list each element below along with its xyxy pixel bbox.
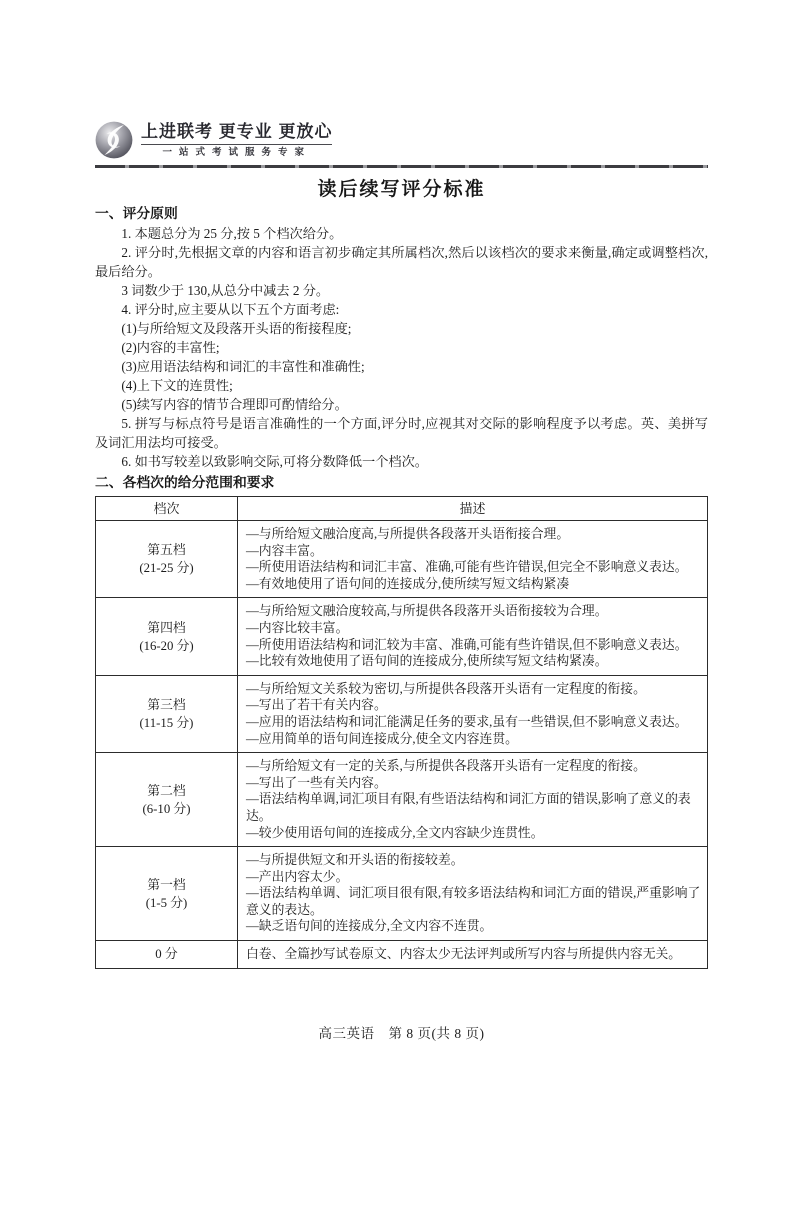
- description-line: —与所给短文关系较为密切,与所提供各段落开头语有一定程度的衔接。: [246, 681, 646, 696]
- table-row: [96, 521, 708, 598]
- description-line: —与所提供短文和开头语的衔接较差。: [246, 853, 464, 868]
- description-line: —较少使用语句间的连接成分,全文内容缺少连贯性。: [246, 825, 544, 840]
- brand-title: 上进联考 更专业 更放心: [141, 121, 333, 141]
- table-row: [96, 941, 708, 969]
- level-cell: [96, 847, 238, 941]
- principles-list: [95, 224, 708, 471]
- description-cell: [238, 675, 708, 752]
- principle-item: 4. 评分时,应主要从以下五个方面考虑:: [121, 302, 340, 317]
- description-line: —内容丰富。: [246, 543, 323, 558]
- table-header-row: [96, 497, 708, 521]
- description-cell: [238, 941, 708, 969]
- table-row: [96, 753, 708, 847]
- description-cell: [238, 753, 708, 847]
- description-line: —应用的语法结构和词汇能满足任务的要求,虽有一些错误,但不影响意义表达。: [246, 714, 688, 729]
- level-name: 0 分: [155, 947, 178, 962]
- grading-table: [95, 496, 708, 969]
- description-cell: [238, 847, 708, 941]
- level-cell: [96, 521, 238, 598]
- principle-item: (1)与所给短文及段落开头语的衔接程度;: [121, 321, 352, 336]
- description-line: —有效地使用了语句间的连接成分,使所续写短文结构紧凑: [246, 576, 570, 591]
- principle-item: 3 词数少于 130,从总分中减去 2 分。: [121, 283, 330, 298]
- description-line: —与所给短文融洽度高,与所提供各段落开头语衔接合理。: [246, 527, 570, 541]
- description-line: —语法结构单调、词汇项目很有限,有较多语法结构和词汇方面的错误,严重影响了意义的表达。: [246, 886, 701, 917]
- principle-item: (4)上下文的连贯性;: [121, 378, 233, 393]
- principle-item: (3)应用语法结构和词汇的丰富性和准确性;: [121, 359, 365, 374]
- header-divider: [95, 165, 708, 168]
- description-line: —写出了若干有关内容。: [246, 698, 387, 713]
- level-range: (11-15 分): [139, 715, 194, 730]
- level-cell: [96, 598, 238, 675]
- level-range: (21-25 分): [139, 561, 194, 576]
- description-line: —内容比较丰富。: [246, 620, 349, 635]
- section1-heading: 一、评分原则: [95, 206, 178, 221]
- table-row: [96, 675, 708, 752]
- page-title: 读后续写评分标准: [317, 179, 486, 200]
- column-header-description: 描述: [238, 497, 708, 521]
- principle-item: (5)续写内容的情节合理即可酌情给分。: [121, 397, 348, 412]
- description-line: —所使用语法结构和词汇较为丰富、准确,可能有些许错误,但不影响意义表达。: [246, 637, 688, 652]
- description-cell: [238, 598, 708, 675]
- principle-item: (2)内容的丰富性;: [121, 340, 220, 355]
- description-line: —语法结构单调,词汇项目有限,有些语法结构和词汇方面的错误,影响了意义的表达。: [246, 792, 691, 823]
- page-content: [95, 0, 708, 969]
- level-name: 第二档: [147, 783, 186, 798]
- level-name: 第五档: [147, 543, 186, 558]
- description-line: —所使用语法结构和词汇丰富、准确,可能有些许错误,但完全不影响意义表达。: [246, 560, 688, 575]
- table-row: [96, 847, 708, 941]
- description-cell: [238, 521, 708, 598]
- brand-slogan: 一站式考试服务专家: [141, 144, 332, 159]
- level-cell: [96, 753, 238, 847]
- description-line: —与所给短文有一定的关系,与所提供各段落开头语有一定程度的衔接。: [246, 759, 646, 774]
- level-name: 第一档: [147, 877, 186, 892]
- table-row: [96, 598, 708, 675]
- description-line: —产出内容太少。: [246, 869, 349, 884]
- description-line: 白卷、全篇抄写试卷原文、内容太少无法评判或所写内容与所提供内容无关。: [246, 947, 682, 962]
- description-line: —比较有效地使用了语句间的连接成分,使所续写短文结构紧凑。: [246, 654, 608, 669]
- description-line: —与所给短文融洽度较高,与所提供各段落开头语衔接较为合理。: [246, 604, 608, 619]
- level-cell: [96, 675, 238, 752]
- principle-item: 5. 拼写与标点符号是语言准确性的一个方面,评分时,应视其对交际的影响程度予以考虑。英、美拼写及词汇用法均可接受。: [95, 416, 708, 450]
- section2-heading: 二、各档次的给分范围和要求: [95, 475, 275, 490]
- level-range: (6-10 分): [142, 801, 191, 816]
- principle-item: 6. 如书写较差以致影响交际,可将分数降低一个档次。: [121, 454, 428, 469]
- level-cell: [96, 941, 238, 969]
- page-footer: 高三英语 第 8 页(共 8 页): [318, 1026, 485, 1041]
- description-line: —写出了一些有关内容。: [246, 775, 387, 790]
- level-range: (1-5 分): [145, 895, 188, 910]
- level-name: 第四档: [147, 620, 186, 635]
- principle-item: 1. 本题总分为 25 分,按 5 个档次给分。: [121, 226, 343, 241]
- brand-text-block: [141, 122, 332, 159]
- level-range: (16-20 分): [139, 638, 194, 653]
- exam-brand-header: [95, 118, 708, 162]
- description-line: —应用简单的语句间连接成分,使全文内容连贯。: [246, 731, 518, 746]
- level-name: 第三档: [147, 697, 186, 712]
- principle-item: 2. 评分时,先根据文章的内容和语言初步确定其所属档次,然后以该档次的要求来衡量,确定或调整档次,最后给分。: [95, 245, 708, 279]
- brand-sphere-logo-icon: [95, 121, 133, 159]
- column-header-level: 档次: [96, 497, 238, 521]
- description-line: —缺乏语句间的连接成分,全文内容不连贯。: [246, 919, 493, 934]
